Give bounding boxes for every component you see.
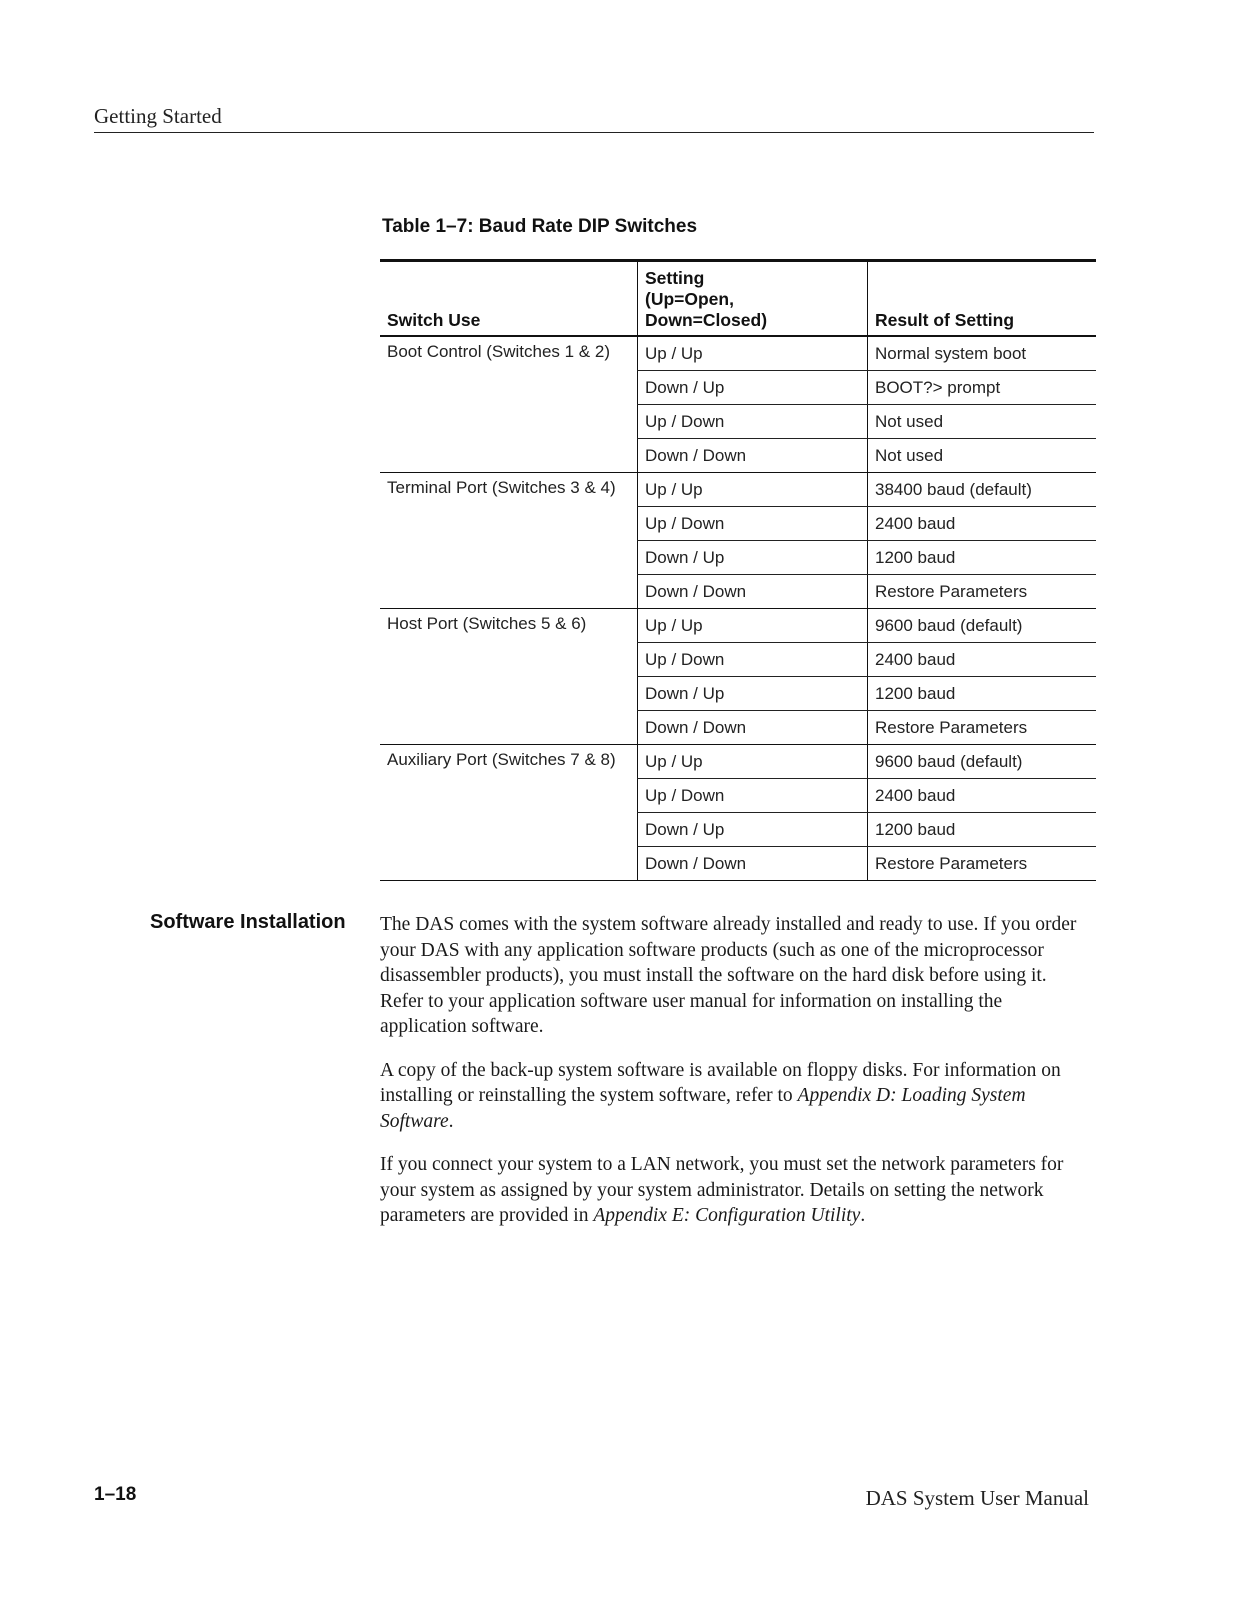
result-cell: 1200 baud (868, 677, 1097, 711)
paragraph-3 (380, 1152, 1092, 1229)
result-cell: 9600 baud (default) (868, 745, 1097, 779)
setting-cell: Up / Down (638, 405, 868, 439)
setting-cell: Down / Down (638, 439, 868, 473)
setting-cell: Up / Down (638, 643, 868, 677)
table-header-row (380, 261, 1096, 337)
result-cell: Not used (868, 405, 1097, 439)
setting-cell: Up / Up (638, 336, 868, 371)
setting-cell: Down / Up (638, 371, 868, 405)
table-row (380, 745, 1096, 779)
header-setting-line1: Setting (645, 268, 705, 288)
result-cell: Restore Parameters (868, 847, 1097, 881)
setting-cell: Down / Down (638, 575, 868, 609)
setting-cell: Down / Down (638, 847, 868, 881)
setting-cell: Up / Up (638, 473, 868, 507)
header-switch-use: Switch Use (380, 261, 638, 337)
setting-cell: Down / Down (638, 711, 868, 745)
switch-use-cell: Host Port (Switches 5 & 6) (380, 609, 638, 745)
switch-use-cell: Boot Control (Switches 1 & 2) (380, 336, 638, 473)
running-header: Getting Started (94, 104, 222, 128)
appendix-e-reference: Appendix E: Configuration Utility (593, 1205, 861, 1226)
appendix-d-reference: Appendix D: Loading System Software (380, 1085, 1026, 1132)
table-row (380, 473, 1096, 507)
table-row (380, 336, 1096, 371)
result-cell: 9600 baud (default) (868, 609, 1097, 643)
result-cell: Restore Parameters (868, 575, 1097, 609)
result-cell: 1200 baud (868, 813, 1097, 847)
result-cell: 2400 baud (868, 779, 1097, 813)
result-cell: Restore Parameters (868, 711, 1097, 745)
result-cell: 2400 baud (868, 507, 1097, 541)
section-body (380, 912, 1092, 1247)
setting-cell: Up / Down (638, 779, 868, 813)
setting-cell: Down / Up (638, 813, 868, 847)
paragraph-3-end: . (860, 1205, 866, 1226)
header-rule (94, 132, 1094, 133)
baud-rate-table (380, 259, 1096, 881)
section-heading: Software Installation (150, 911, 346, 933)
setting-cell: Down / Up (638, 541, 868, 575)
paragraph-2-text: A copy of the back-up system software is available on floppy disks. For information on installing or reinstalling the system software, refer to (380, 1059, 1061, 1106)
page-number: 1–18 (94, 1484, 137, 1505)
manual-title: DAS System User Manual (865, 1486, 1089, 1510)
paragraph-1: The DAS comes with the system software already installed and ready to use. If you order your DAS with any application software products (such as one of the microprocessor disassembler products), you must install the software on the hard disk before using it. Refer to your application software user manual for information on installing the application software. (380, 914, 1077, 1037)
setting-cell: Up / Up (638, 609, 868, 643)
setting-cell: Up / Up (638, 745, 868, 779)
result-cell: Not used (868, 439, 1097, 473)
result-cell: 38400 baud (default) (868, 473, 1097, 507)
header-setting (638, 261, 868, 337)
table-row (380, 609, 1096, 643)
header-result: Result of Setting (868, 261, 1097, 337)
result-cell: 2400 baud (868, 643, 1097, 677)
paragraph-3-text: If you connect your system to a LAN network, you must set the network parameters for your system as assigned by your system administrator. Details on setting the network parameters are provided in (380, 1154, 1064, 1226)
setting-cell: Up / Down (638, 507, 868, 541)
header-setting-line2: (Up=Open, Down=Closed) (645, 289, 768, 330)
paragraph-2-end: . (448, 1110, 454, 1132)
switch-use-cell: Auxiliary Port (Switches 7 & 8) (380, 745, 638, 881)
result-cell: 1200 baud (868, 541, 1097, 575)
setting-cell: Down / Up (638, 677, 868, 711)
switch-use-cell: Terminal Port (Switches 3 & 4) (380, 473, 638, 609)
table-caption: Table 1–7: Baud Rate DIP Switches (382, 216, 698, 237)
paragraph-2 (380, 1058, 1092, 1135)
result-cell: BOOT?> prompt (868, 371, 1097, 405)
result-cell: Normal system boot (868, 336, 1097, 371)
